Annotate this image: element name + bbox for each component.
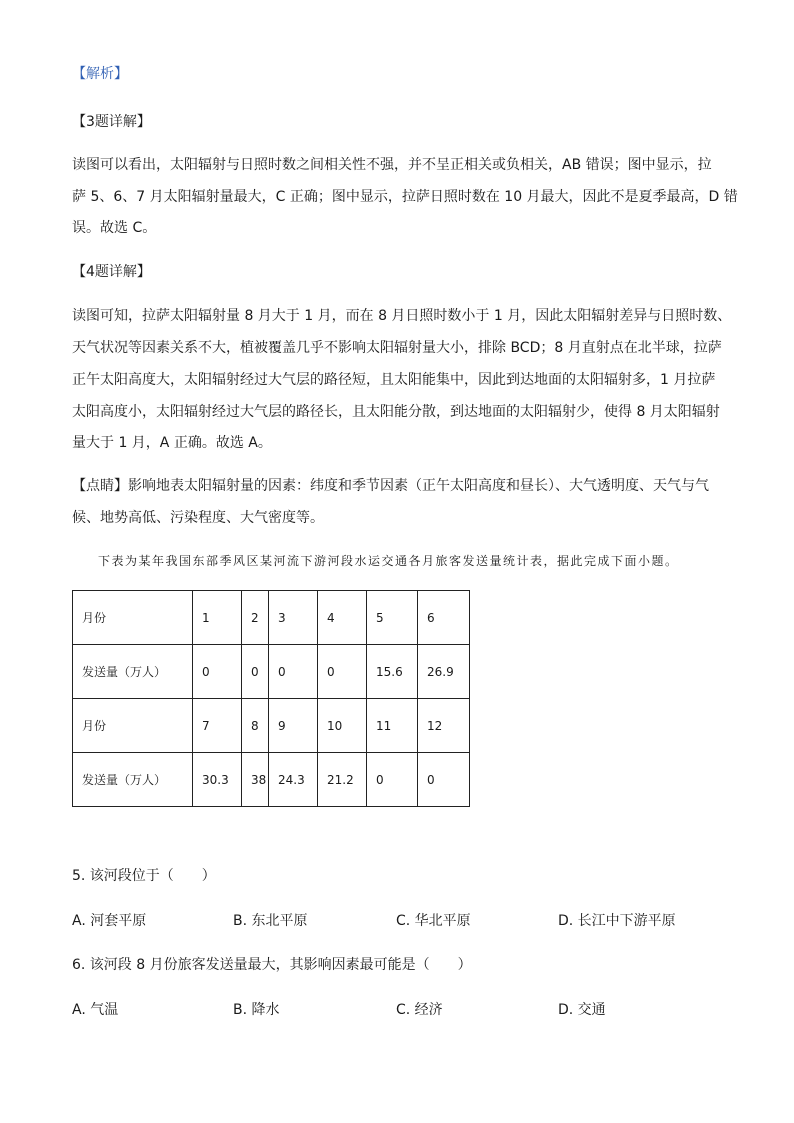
table-cell: 0: [269, 645, 318, 699]
table-cell: 12: [418, 699, 470, 753]
table-intro: 下表为某年我国东部季风区某河流下游河段水运交通各月旅客发送量统计表，据此完成下面小题。: [98, 554, 679, 568]
table-cell: 7: [193, 699, 242, 753]
q4-line-4: 太阳高度小，太阳辐射经过大气层的路径长，且太阳能分散，到达地面的太阳辐射少，使得 8 月太阳辐射: [72, 404, 720, 420]
table-row: [73, 753, 470, 807]
tip-line-1: [72, 476, 709, 496]
table-cell: 2: [242, 591, 269, 645]
table-cell: 15.6: [367, 645, 418, 699]
table-cell: 5: [367, 591, 418, 645]
table-cell: 发送量（万人）: [73, 645, 193, 699]
tip-line-2: 候、地势高低、污染程度、大气密度等。: [72, 510, 324, 526]
table-cell: 发送量（万人）: [73, 753, 193, 807]
table-cell: 9: [269, 699, 318, 753]
table-cell: 4: [318, 591, 367, 645]
q5-option-c: C. 华北平原: [396, 913, 471, 929]
table-cell: 21.2: [318, 753, 367, 807]
table-cell: 24.3: [269, 753, 318, 807]
question-5-stem: 5. 该河段位于（ ）: [72, 868, 216, 884]
q3-line-1: 读图可以看出，太阳辐射与日照时数之间相关性不强，并不呈正相关或负相关，AB 错误；图中显示，拉: [72, 157, 712, 173]
q5-option-b: B. 东北平原: [233, 913, 308, 929]
table-cell: 0: [318, 645, 367, 699]
table-cell: 3: [269, 591, 318, 645]
table-cell: 38: [242, 753, 269, 807]
q4-line-3: 正午太阳高度大，太阳辐射经过大气层的路径短，且太阳能集中，因此到达地面的太阳辐射多，1 月拉萨: [72, 372, 716, 388]
q5-option-a: A. 河套平原: [72, 913, 147, 929]
q6-option-a: A. 气温: [72, 1002, 119, 1018]
table-cell: 1: [193, 591, 242, 645]
table-row: [73, 699, 470, 753]
question-6-stem: 6. 该河段 8 月份旅客发送量最大，其影响因素最可能是（ ）: [72, 957, 472, 973]
table-cell: 26.9: [418, 645, 470, 699]
table-cell: 30.3: [193, 753, 242, 807]
q4-line-1: 读图可知，拉萨太阳辐射量 8 月大于 1 月，而在 8 月日照时数小于 1 月，因此太阳辐射差异与日照时数、: [72, 308, 732, 324]
table-row: [73, 591, 470, 645]
q3-tag: 【3题详解】: [72, 114, 151, 130]
table-cell: 8: [242, 699, 269, 753]
tip-tag: 【点睛】: [72, 478, 128, 494]
table-cell: 月份: [73, 591, 193, 645]
table-cell: 月份: [73, 699, 193, 753]
q3-line-2: 萨 5、6、7 月太阳辐射量最大，C 正确；图中显示，拉萨日照时数在 10 月最大，因此不是夏季最高，D 错: [72, 189, 738, 205]
table-cell: 0: [193, 645, 242, 699]
table-cell: 11: [367, 699, 418, 753]
q4-tag: 【4题详解】: [72, 264, 151, 280]
table-cell: 0: [418, 753, 470, 807]
q6-option-b: B. 降水: [233, 1002, 280, 1018]
q4-line-2: 天气状况等因素关系不大，植被覆盖几乎不影响太阳辐射量大小，排除 BCD；8 月直射点在北半球，拉萨: [72, 340, 722, 356]
q4-line-5: 量大于 1 月，A 正确。故选 A。: [72, 435, 272, 451]
passenger-table: [72, 590, 470, 807]
table-cell: 0: [367, 753, 418, 807]
table-cell: 6: [418, 591, 470, 645]
q3-line-3: 误。故选 C。: [72, 220, 157, 236]
q5-option-d: D. 长江中下游平原: [558, 913, 676, 929]
analysis-tag: 【解析】: [72, 66, 128, 82]
tip-text-1: 影响地表太阳辐射量的因素：纬度和季节因素（正午太阳高度和昼长）、大气透明度、天气与气: [128, 478, 709, 494]
q6-option-c: C. 经济: [396, 1002, 443, 1018]
table-cell: 0: [242, 645, 269, 699]
table-row: [73, 645, 470, 699]
q6-option-d: D. 交通: [558, 1002, 606, 1018]
table-cell: 10: [318, 699, 367, 753]
